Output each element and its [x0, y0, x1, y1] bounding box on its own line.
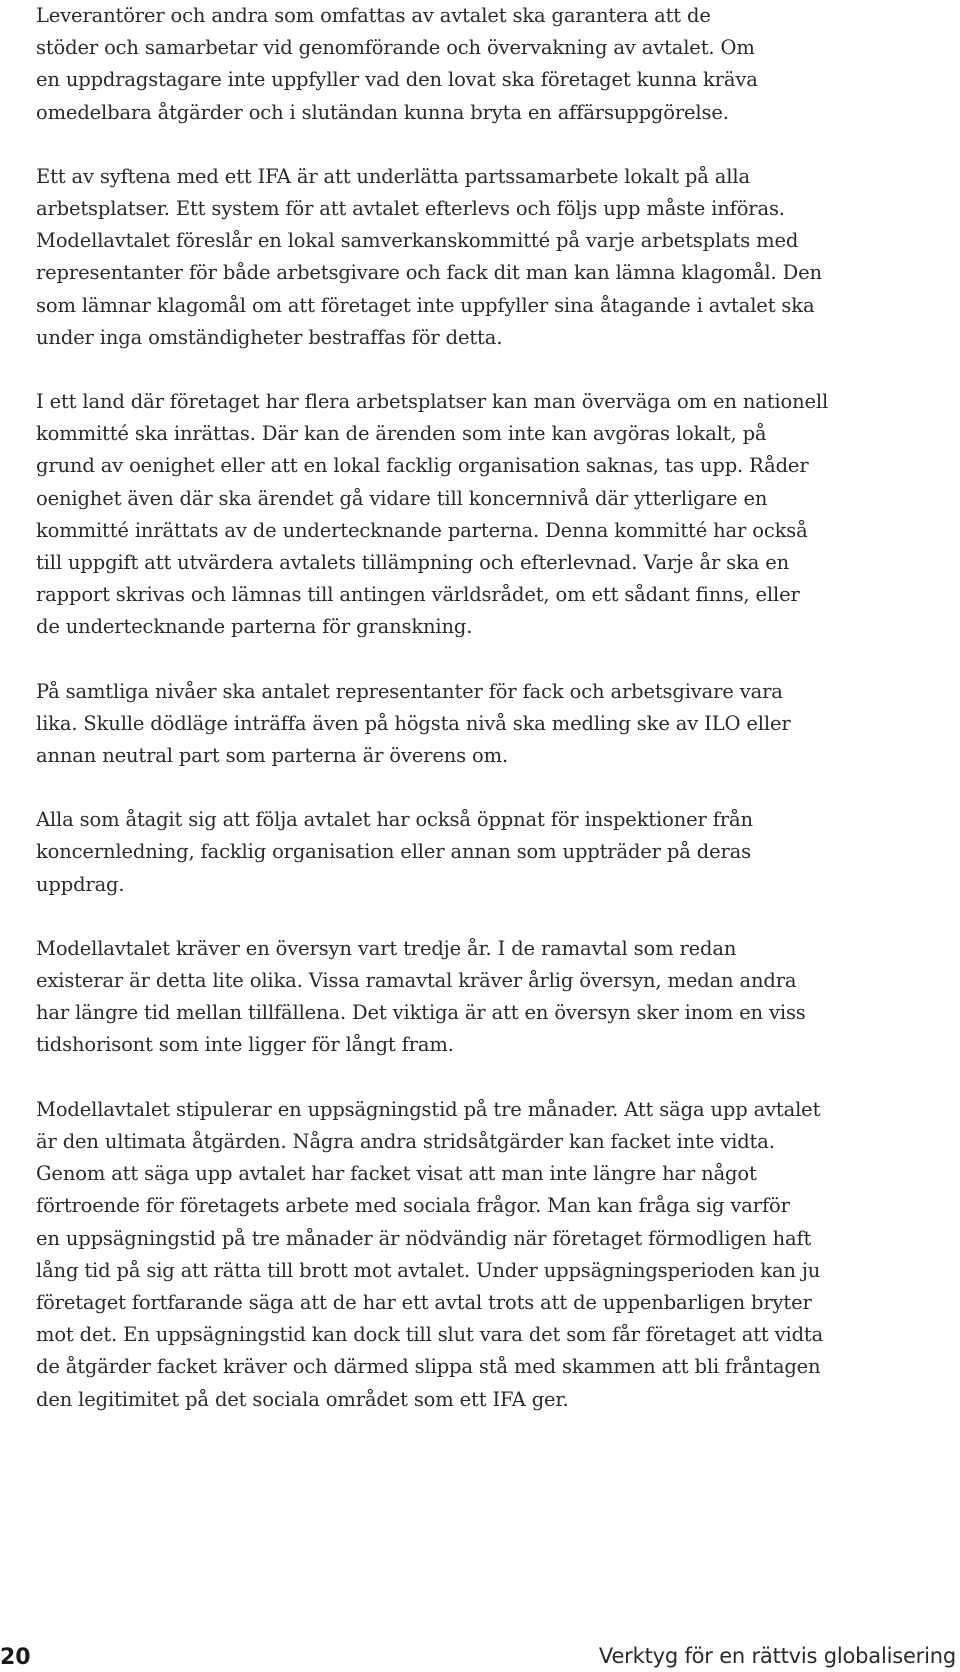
paragraph-termination: Modellavtalet stipulerar en uppsägningstid på tre månader. Att säga upp avtalet är den ultimata åtgärden. Några andra stridsåtgärder kan facket inte vidta. Genom att säga upp avtalet har facket visat att man inte längre har något förtroende för företagets arbete med sociala frågor. Man kan fråga sig varför en uppsägningstid på tre månader är nödvändig när företaget förmodligen haft lång tid på sig att rätta till brott mot avtalet. Under uppsägningsperioden kan ju företaget fortfarande säga att de har ett avtal trots att de uppenbarligen bryter mot det. En uppsägningstid kan dock till slut vara det som får företaget att vidta de åtgärder facket kräver och därmed slippa stå med skammen att bli fråntagen den legitimitet på det sociala området som ett IFA ger.	[36, 1097, 824, 1411]
paragraph-review: Modellavtalet kräver en översyn vart tredje år. I de ramavtal som redan existerar är detta lite olika. Vissa ramavtal kräver årlig översyn, medan andra har längre tid mellan tillfällena. Det viktiga är att en översyn sker inom en viss tidshorisont som inte ligger för långt fram.	[36, 936, 806, 1057]
paragraph-suppliers: Leverantörer och andra som omfattas av avtalet ska garantera att de stöder och samarbetar vid genomförande och övervakning av avtalet. Om en uppdragstagare inte uppfyller vad den lovat ska företaget kunna kräva omedelbara åtgärder och i slutändan kunna bryta en affärsuppgörelse.	[36, 4, 758, 124]
body-text	[36, 0, 956, 1448]
paragraph-representatives: På samtliga nivåer ska antalet representanter för fack och arbetsgivare vara lika. Skulle dödläge inträffa även på högsta nivå ska medling ske av ILO eller annan neutral part som parterna är överens om.	[36, 679, 791, 768]
paragraph-local-cooperation: Ett av syftena med ett IFA är att underlätta partssamarbete lokalt på alla arbetsplatser. Ett system för att avtalet efterlevs och följs upp måste införas. Modellavtalet föreslår en lokal samverkanskommitté på varje arbetsplats med representanter för både arbetsgivare och fack dit man kan lämna klagomål. Den som lämnar klagomål om att företaget inte uppfyller sina åtagande i avtalet ska under inga omständigheter bestraffas för detta.	[36, 164, 822, 349]
paragraph-national-committee: I ett land där företaget har flera arbetsplatser kan man överväga om en nationell kommitté ska inrättas. Där kan de ärenden som inte kan avgöras lokalt, på grund av oenighet eller att en lokal facklig organisation saknas, tas upp. Råder oenighet även där ska ärendet gå vidare till koncernnivå där ytterligare en kommitté inrättats av de undertecknande parterna. Denna kommitté har också till uppgift att utvärdera avtalets tillämpning och efterlevnad. Varje år ska en rapport skrivas och lämnas till antingen världsrådet, om ett sådant finns, eller de undertecknande parterna för granskning.	[36, 390, 829, 639]
running-title: Verktyg för en rättvis globalisering	[598, 1644, 956, 1668]
page-footer	[0, 1625, 960, 1672]
page-number: 20	[0, 1645, 31, 1670]
paragraph-inspections: Alla som åtagit sig att följa avtalet har också öppnat för inspektioner från koncernledning, facklig organisation eller annan som uppträder på deras uppdrag.	[36, 808, 753, 896]
